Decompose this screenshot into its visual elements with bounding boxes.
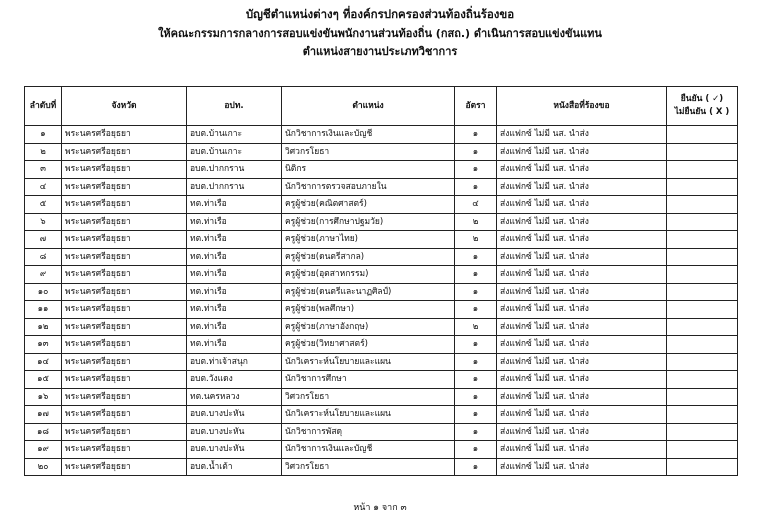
cell-position: ครูผู้ช่วย(ดนตรีสากล)	[282, 248, 455, 266]
col-header-province: จังหวัด	[62, 87, 187, 126]
table-row	[25, 178, 738, 196]
cell-confirm	[667, 388, 738, 406]
cell-position: วิศวกรโยธา	[282, 143, 455, 161]
cell-confirm	[667, 441, 738, 459]
cell-org: อบต.บางปะหัน	[187, 406, 282, 424]
cell-letter: ส่งแฟกซ์ ไม่มี นส. นำส่ง	[497, 178, 667, 196]
table-row	[25, 161, 738, 179]
col-header-no: ลำดับที่	[25, 87, 62, 126]
cell-province: พระนครศรีอยุธยา	[62, 178, 187, 196]
cell-letter: ส่งแฟกซ์ ไม่มี นส. นำส่ง	[497, 266, 667, 284]
cell-rate: ๑	[455, 353, 497, 371]
cell-position: ครูผู้ช่วย(คณิตศาสตร์)	[282, 196, 455, 214]
cell-letter: ส่งแฟกซ์ ไม่มี นส. นำส่ง	[497, 196, 667, 214]
cell-letter: ส่งแฟกซ์ ไม่มี นส. นำส่ง	[497, 353, 667, 371]
cell-confirm	[667, 231, 738, 249]
cell-position: ครูผู้ช่วย(ดนตรีและนาฏศิลป์)	[282, 283, 455, 301]
cell-letter: ส่งแฟกซ์ ไม่มี นส. นำส่ง	[497, 143, 667, 161]
cell-rate: ๔	[455, 196, 497, 214]
table-row	[25, 336, 738, 354]
cell-org: ทต.ท่าเรือ	[187, 318, 282, 336]
cell-province: พระนครศรีอยุธยา	[62, 441, 187, 459]
cell-rate: ๑	[455, 406, 497, 424]
table-row	[25, 126, 738, 144]
cell-position: นักวิเคราะห์นโยบายและแผน	[282, 406, 455, 424]
cell-letter: ส่งแฟกซ์ ไม่มี นส. นำส่ง	[497, 423, 667, 441]
cell-rate: ๒	[455, 231, 497, 249]
cell-no: ๑๘	[25, 423, 62, 441]
col-header-rate: อัตรา	[455, 87, 497, 126]
cell-org: ทต.ท่าเรือ	[187, 248, 282, 266]
cell-letter: ส่งแฟกซ์ ไม่มี นส. นำส่ง	[497, 388, 667, 406]
cell-letter: ส่งแฟกซ์ ไม่มี นส. นำส่ง	[497, 231, 667, 249]
cell-province: พระนครศรีอยุธยา	[62, 301, 187, 319]
cell-position: นิติกร	[282, 161, 455, 179]
cell-rate: ๑	[455, 178, 497, 196]
cell-no: ๑๖	[25, 388, 62, 406]
cell-letter: ส่งแฟกซ์ ไม่มี นส. นำส่ง	[497, 441, 667, 459]
cell-org: ทต.ท่าเรือ	[187, 196, 282, 214]
page-number: หน้า ๑ จาก ๓	[353, 503, 407, 513]
cell-confirm	[667, 301, 738, 319]
cell-rate: ๑	[455, 266, 497, 284]
cell-no: ๑๓	[25, 336, 62, 354]
table-row	[25, 266, 738, 284]
cell-province: พระนครศรีอยุธยา	[62, 143, 187, 161]
cell-confirm	[667, 196, 738, 214]
cell-no: ๑๒	[25, 318, 62, 336]
cell-rate: ๒	[455, 318, 497, 336]
cell-letter: ส่งแฟกซ์ ไม่มี นส. นำส่ง	[497, 318, 667, 336]
cell-no: ๓	[25, 161, 62, 179]
cell-province: พระนครศรีอยุธยา	[62, 196, 187, 214]
cell-no: ๒๐	[25, 458, 62, 476]
cell-rate: ๑	[455, 423, 497, 441]
cell-letter: ส่งแฟกซ์ ไม่มี นส. นำส่ง	[497, 126, 667, 144]
cell-org: อบต.น้ำเต้า	[187, 458, 282, 476]
cell-rate: ๑	[455, 441, 497, 459]
cell-confirm	[667, 143, 738, 161]
cell-no: ๑๔	[25, 353, 62, 371]
cell-org: ทต.ท่าเรือ	[187, 213, 282, 231]
cell-confirm	[667, 266, 738, 284]
cell-province: พระนครศรีอยุธยา	[62, 336, 187, 354]
table-row	[25, 423, 738, 441]
document-section-title: ตำแหน่งสายงานประเภทวิชาการ	[302, 45, 458, 58]
cell-letter: ส่งแฟกซ์ ไม่มี นส. นำส่ง	[497, 161, 667, 179]
cell-position: วิศวกรโยธา	[282, 458, 455, 476]
cell-org: ทต.นครหลวง	[187, 388, 282, 406]
cell-org: อบต.ปากกราน	[187, 178, 282, 196]
cell-position: นักวิชาการเงินและบัญชี	[282, 126, 455, 144]
cell-confirm	[667, 178, 738, 196]
cell-position: ครูผู้ช่วย(อุตสาหกรรม)	[282, 266, 455, 284]
cell-no: ๖	[25, 213, 62, 231]
cell-letter: ส่งแฟกซ์ ไม่มี นส. นำส่ง	[497, 458, 667, 476]
col-header-confirm	[667, 87, 738, 126]
cell-rate: ๑	[455, 371, 497, 389]
cell-rate: ๒	[455, 213, 497, 231]
table-row	[25, 441, 738, 459]
table-row	[25, 301, 738, 319]
cell-position: นักวิชาการตรวจสอบภายใน	[282, 178, 455, 196]
cell-position: ครูผู้ช่วย(วิทยาศาสตร์)	[282, 336, 455, 354]
cell-rate: ๑	[455, 301, 497, 319]
table-row	[25, 248, 738, 266]
cell-province: พระนครศรีอยุธยา	[62, 213, 187, 231]
table-row	[25, 318, 738, 336]
col-header-org: อปท.	[187, 87, 282, 126]
cell-position: นักวิเคราะห์นโยบายและแผน	[282, 353, 455, 371]
cell-org: อบต.บ้านเกาะ	[187, 143, 282, 161]
cell-no: ๑๐	[25, 283, 62, 301]
cell-no: ๗	[25, 231, 62, 249]
cell-confirm	[667, 161, 738, 179]
cell-letter: ส่งแฟกซ์ ไม่มี นส. นำส่ง	[497, 406, 667, 424]
cell-no: ๑๙	[25, 441, 62, 459]
cell-province: พระนครศรีอยุธยา	[62, 423, 187, 441]
cell-letter: ส่งแฟกซ์ ไม่มี นส. นำส่ง	[497, 283, 667, 301]
cell-no: ๑๑	[25, 301, 62, 319]
cell-confirm	[667, 283, 738, 301]
cell-org: อบต.วังแดง	[187, 371, 282, 389]
cell-confirm	[667, 458, 738, 476]
table-row	[25, 371, 738, 389]
cell-rate: ๑	[455, 143, 497, 161]
cell-org: ทต.ท่าเรือ	[187, 266, 282, 284]
cell-letter: ส่งแฟกซ์ ไม่มี นส. นำส่ง	[497, 371, 667, 389]
cell-no: ๔	[25, 178, 62, 196]
cell-province: พระนครศรีอยุธยา	[62, 231, 187, 249]
cell-confirm	[667, 248, 738, 266]
cell-rate: ๑	[455, 388, 497, 406]
cell-position: นักวิชาการเงินและบัญชี	[282, 441, 455, 459]
document-title: บัญชีตำแหน่งต่างๆ ที่องค์กรปกครองส่วนท้องถิ่นร้องขอ	[245, 7, 515, 21]
not-confirm-label: ไม่ยืนยัน ( X )	[674, 107, 730, 117]
cell-province: พระนครศรีอยุธยา	[62, 161, 187, 179]
cell-province: พระนครศรีอยุธยา	[62, 458, 187, 476]
cell-rate: ๑	[455, 336, 497, 354]
cell-letter: ส่งแฟกซ์ ไม่มี นส. นำส่ง	[497, 336, 667, 354]
cell-no: ๕	[25, 196, 62, 214]
cell-province: พระนครศรีอยุธยา	[62, 283, 187, 301]
cell-org: อบต.บางปะหัน	[187, 423, 282, 441]
cell-position: นักวิชาการศึกษา	[282, 371, 455, 389]
cell-org: ทต.ท่าเรือ	[187, 336, 282, 354]
cell-rate: ๑	[455, 458, 497, 476]
cell-org: อบต.บางปะหัน	[187, 441, 282, 459]
cell-position: ครูผู้ช่วย(พลศึกษา)	[282, 301, 455, 319]
cell-rate: ๑	[455, 248, 497, 266]
cell-org: ทต.ท่าเรือ	[187, 283, 282, 301]
cell-confirm	[667, 406, 738, 424]
table-row	[25, 406, 738, 424]
cell-confirm	[667, 353, 738, 371]
cell-no: ๑	[25, 126, 62, 144]
cell-confirm	[667, 371, 738, 389]
cell-province: พระนครศรีอยุธยา	[62, 353, 187, 371]
table-row	[25, 458, 738, 476]
cell-position: วิศวกรโยธา	[282, 388, 455, 406]
cell-rate: ๑	[455, 161, 497, 179]
table-row	[25, 143, 738, 161]
cell-no: ๑๕	[25, 371, 62, 389]
cell-letter: ส่งแฟกซ์ ไม่มี นส. นำส่ง	[497, 213, 667, 231]
cell-confirm	[667, 336, 738, 354]
cell-no: ๙	[25, 266, 62, 284]
cell-no: ๑๗	[25, 406, 62, 424]
col-header-letter: หนังสือที่ร้องขอ	[497, 87, 667, 126]
cell-confirm	[667, 213, 738, 231]
positions-table	[24, 86, 738, 476]
cell-org: ทต.ท่าเรือ	[187, 301, 282, 319]
table-row	[25, 196, 738, 214]
cell-org: อบต.ปากกราน	[187, 161, 282, 179]
cell-confirm	[667, 318, 738, 336]
table-body	[25, 126, 738, 476]
cell-province: พระนครศรีอยุธยา	[62, 318, 187, 336]
cell-org: อบต.ท่าเจ้าสนุก	[187, 353, 282, 371]
cell-org: อบต.บ้านเกาะ	[187, 126, 282, 144]
cell-position: นักวิชาการพัสดุ	[282, 423, 455, 441]
cell-rate: ๑	[455, 283, 497, 301]
cell-letter: ส่งแฟกซ์ ไม่มี นส. นำส่ง	[497, 301, 667, 319]
cell-no: ๒	[25, 143, 62, 161]
cell-no: ๘	[25, 248, 62, 266]
cell-confirm	[667, 126, 738, 144]
cell-province: พระนครศรีอยุธยา	[62, 388, 187, 406]
cell-position: ครูผู้ช่วย(การศึกษาปฐมวัย)	[282, 213, 455, 231]
table-row	[25, 388, 738, 406]
cell-province: พระนครศรีอยุธยา	[62, 126, 187, 144]
table-header-row	[25, 87, 738, 126]
cell-confirm	[667, 423, 738, 441]
confirm-label: ยืนยัน ( ✓)	[680, 94, 724, 104]
table-row	[25, 283, 738, 301]
table-row	[25, 213, 738, 231]
cell-position: ครูผู้ช่วย(ภาษาอังกฤษ)	[282, 318, 455, 336]
cell-letter: ส่งแฟกซ์ ไม่มี นส. นำส่ง	[497, 248, 667, 266]
cell-province: พระนครศรีอยุธยา	[62, 371, 187, 389]
document-subtitle: ให้คณะกรรมการกลางการสอบแข่งขันพนักงานส่วนท้องถิ่น (กสถ.) ดำเนินการสอบแข่งขันแทน	[158, 27, 602, 40]
cell-org: ทต.ท่าเรือ	[187, 231, 282, 249]
table-row	[25, 231, 738, 249]
table-row	[25, 353, 738, 371]
cell-province: พระนครศรีอยุธยา	[62, 406, 187, 424]
col-header-position: ตำแหน่ง	[282, 87, 455, 126]
cell-rate: ๑	[455, 126, 497, 144]
cell-province: พระนครศรีอยุธยา	[62, 248, 187, 266]
cell-province: พระนครศรีอยุธยา	[62, 266, 187, 284]
cell-position: ครูผู้ช่วย(ภาษาไทย)	[282, 231, 455, 249]
